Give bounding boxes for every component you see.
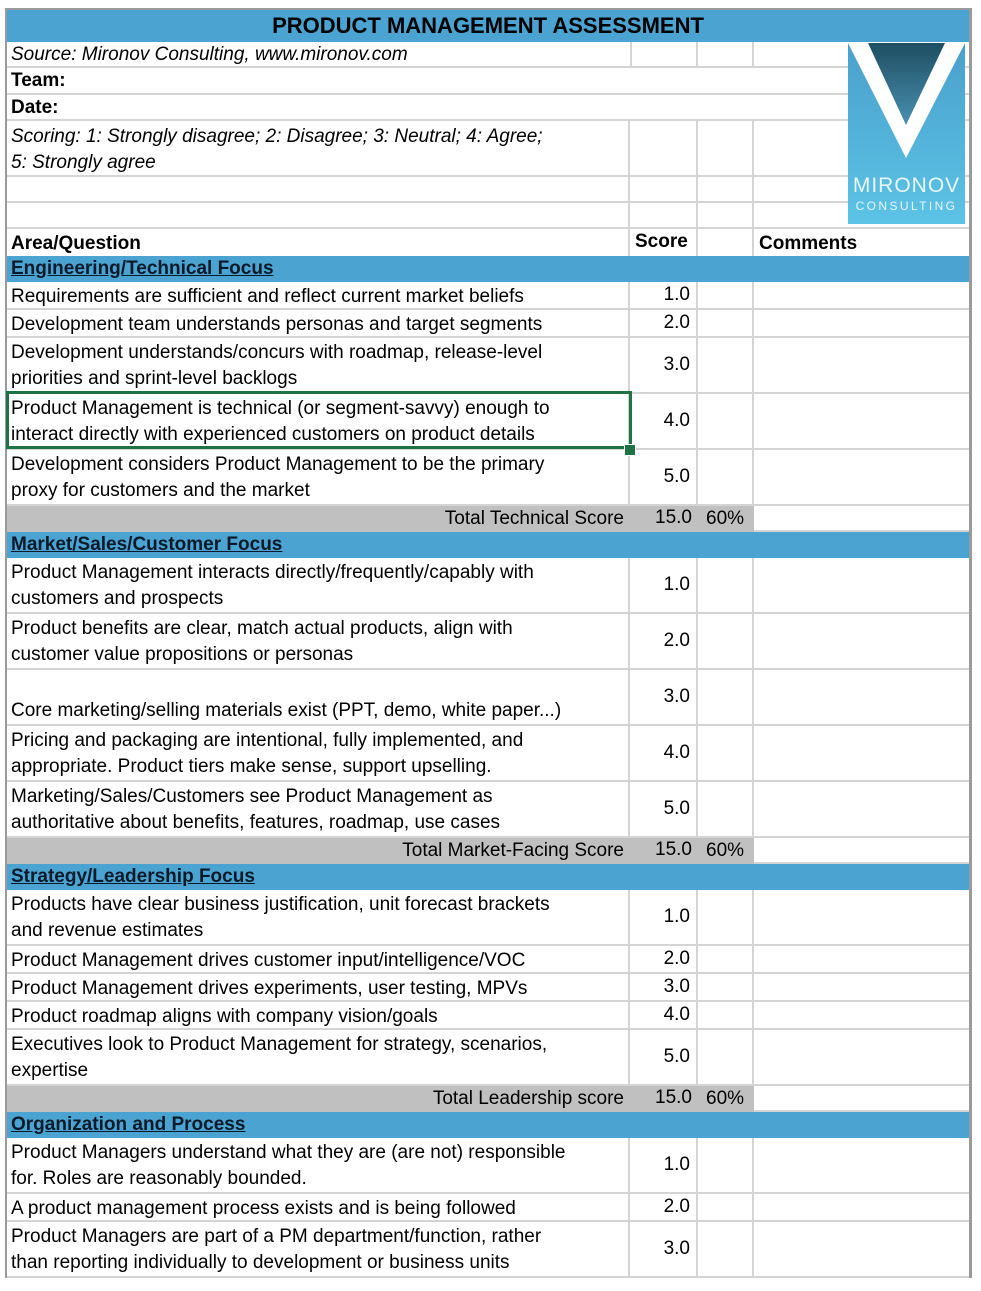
score-c-cell[interactable] — [698, 1138, 754, 1192]
total-row[interactable] — [7, 506, 969, 532]
question-row[interactable] — [7, 946, 969, 974]
score-cell[interactable] — [630, 670, 698, 724]
question-text-line: Marketing/Sales/Customers see Product Management as — [11, 786, 493, 807]
question-cell[interactable] — [7, 558, 630, 612]
total-label: Total Market-Facing Score — [402, 840, 624, 861]
comment-cell[interactable] — [754, 614, 969, 668]
score-cell[interactable] — [630, 974, 698, 1000]
comment-cell[interactable] — [754, 1194, 969, 1220]
question-text-line: for. Roles are reasonably bounded. — [11, 1168, 307, 1189]
score-value: 3.0 — [663, 354, 690, 375]
question-row[interactable] — [7, 558, 969, 614]
question-text-line: than reporting individually to development or business units — [11, 1252, 510, 1273]
score-c-cell[interactable] — [698, 782, 754, 836]
question-row[interactable] — [7, 726, 969, 782]
section-title: Market/Sales/Customer Focus — [11, 534, 283, 555]
question-text-line: customers and prospects — [11, 588, 224, 609]
question-cell[interactable] — [7, 1222, 630, 1276]
blank-c-cell[interactable] — [698, 203, 754, 227]
question-text-line: Product benefits are clear, match actual products, align with — [11, 618, 513, 639]
blank-c-cell[interactable] — [698, 177, 754, 201]
score-value: 5.0 — [663, 798, 690, 819]
title-row[interactable] — [7, 10, 969, 42]
total-value: 15.0 — [655, 507, 692, 528]
question-row[interactable] — [7, 1138, 969, 1194]
question-row[interactable] — [7, 310, 969, 338]
fill-handle[interactable] — [624, 444, 636, 456]
total-percent: 60% — [706, 508, 745, 529]
question-row[interactable] — [7, 450, 969, 506]
comment-cell[interactable] — [754, 670, 969, 724]
question-cell[interactable] — [7, 1002, 630, 1028]
question-row[interactable] — [7, 1194, 969, 1222]
blank-a-cell[interactable] — [7, 177, 630, 201]
sheet-border-right — [969, 8, 972, 1278]
question-cell[interactable] — [7, 310, 630, 336]
total-value: 15.0 — [655, 1087, 692, 1108]
total-label: Total Leadership score — [432, 1088, 624, 1109]
header-row — [7, 229, 969, 256]
question-text-line: authoritative about benefits, features, roadmap, use cases — [11, 812, 501, 833]
score-cell[interactable] — [630, 1138, 698, 1192]
question-cell[interactable] — [7, 282, 630, 308]
question-text-line: Requirements are sufficient and reflect current market beliefs — [11, 286, 524, 307]
question-cell[interactable] — [7, 782, 630, 836]
question-cell[interactable] — [7, 614, 630, 668]
question-row[interactable] — [7, 1002, 969, 1030]
score-value: 2.0 — [663, 630, 690, 651]
score-cell[interactable] — [630, 890, 698, 944]
score-cell[interactable] — [630, 1222, 698, 1276]
score-cell[interactable] — [630, 310, 698, 336]
blank-b-cell[interactable] — [630, 203, 698, 227]
question-text-line: Product Management is technical (or segment-savvy) enough to — [11, 398, 550, 419]
score-c-cell[interactable] — [698, 614, 754, 668]
question-cell[interactable] — [7, 670, 630, 724]
section-header-row[interactable] — [7, 1112, 969, 1138]
logo-brand: MIRONOV — [852, 174, 961, 197]
question-text-line: expertise — [11, 1060, 89, 1081]
comment-cell[interactable] — [754, 450, 969, 504]
total-value: 15.0 — [655, 839, 692, 860]
score-cell[interactable] — [630, 558, 698, 612]
blank-a-cell[interactable] — [7, 203, 630, 227]
score-value: 4.0 — [663, 410, 690, 431]
section-header-row[interactable] — [7, 256, 969, 282]
score-value: 5.0 — [663, 466, 690, 487]
score-value: 3.0 — [663, 686, 690, 707]
total-comment-cell[interactable] — [754, 1086, 969, 1112]
source-c-cell[interactable] — [698, 42, 754, 66]
question-text-line: Product Management drives customer input/intelligence/VOC — [11, 950, 526, 971]
score-value: 1.0 — [663, 284, 690, 305]
team-label[interactable]: Team: — [11, 70, 66, 91]
question-row[interactable] — [7, 890, 969, 946]
comment-cell[interactable] — [754, 310, 969, 336]
scoring-c-cell[interactable] — [698, 121, 754, 175]
section-header-row[interactable] — [7, 864, 969, 890]
comment-cell[interactable] — [754, 1030, 969, 1084]
score-c-cell[interactable] — [698, 1194, 754, 1220]
logo-sub: CONSULTING — [855, 199, 958, 213]
question-cell[interactable] — [7, 1138, 630, 1192]
question-cell[interactable] — [7, 338, 630, 392]
score-c-cell[interactable] — [698, 558, 754, 612]
question-text-line: Development team understands personas and target segments — [11, 314, 543, 335]
score-c-cell[interactable] — [698, 1002, 754, 1028]
question-row[interactable] — [7, 394, 969, 450]
question-row[interactable] — [7, 614, 969, 670]
question-text-line: Product Managers are part of a PM department/function, rather — [11, 1226, 542, 1247]
score-cell[interactable] — [630, 946, 698, 972]
score-cell[interactable] — [630, 726, 698, 780]
score-cell[interactable] — [630, 782, 698, 836]
score-cell[interactable] — [630, 450, 698, 504]
score-c-cell[interactable] — [698, 890, 754, 944]
comment-cell[interactable] — [754, 946, 969, 972]
comment-cell[interactable] — [754, 558, 969, 612]
question-text-line: Development considers Product Management to be the primary — [11, 454, 545, 475]
score-value: 3.0 — [663, 976, 690, 997]
comment-cell[interactable] — [754, 1002, 969, 1028]
comment-cell[interactable] — [754, 782, 969, 836]
section-title: Engineering/Technical Focus — [11, 258, 274, 279]
score-value: 3.0 — [663, 1238, 690, 1259]
question-text-line: Core marketing/selling materials exist (PPT, demo, white paper...) — [11, 700, 562, 721]
comment-cell[interactable] — [754, 282, 969, 308]
source-row[interactable] — [7, 42, 969, 68]
question-text-line: Product Management drives experiments, user testing, MPVs — [11, 978, 528, 999]
scoring-b-cell[interactable] — [630, 121, 698, 175]
question-text-line: Products have clear business justification, unit forecast brackets — [11, 894, 550, 915]
question-row[interactable] — [7, 670, 969, 726]
score-value: 1.0 — [663, 574, 690, 595]
question-text-line: Executives look to Product Management for strategy, scenarios, — [11, 1034, 548, 1055]
score-c-cell[interactable] — [698, 282, 754, 308]
question-text-line: appropriate. Product tiers make sense, support upselling. — [11, 756, 492, 777]
question-text-line: Development understands/concurs with roadmap, release-level — [11, 342, 543, 363]
source-score-cell[interactable] — [630, 42, 698, 66]
question-row[interactable] — [7, 1030, 969, 1086]
score-c-cell[interactable] — [698, 338, 754, 392]
scoring-row[interactable] — [7, 121, 969, 177]
comment-cell[interactable] — [754, 338, 969, 392]
score-c-cell[interactable] — [698, 946, 754, 972]
score-value: 2.0 — [663, 1196, 690, 1217]
section-title: Strategy/Leadership Focus — [11, 866, 255, 887]
question-text-line: priorities and sprint-level backlogs — [11, 368, 298, 389]
comment-cell[interactable] — [754, 1138, 969, 1192]
blank-b-cell[interactable] — [630, 177, 698, 201]
source-cell[interactable]: Source: Mironov Consulting, www.mironov.com — [11, 44, 408, 65]
question-cell[interactable] — [7, 1030, 630, 1084]
score-value: 4.0 — [663, 1004, 690, 1025]
total-comment-cell[interactable] — [754, 838, 969, 864]
question-text-line: Product roadmap aligns with company vision/goals — [11, 1006, 438, 1027]
score-cell[interactable] — [630, 614, 698, 668]
question-cell[interactable] — [7, 1194, 630, 1220]
score-cell[interactable] — [630, 1030, 698, 1084]
score-cell[interactable] — [630, 282, 698, 308]
question-text-line: Pricing and packaging are intentional, fully implemented, and — [11, 730, 524, 751]
question-row[interactable] — [7, 1222, 969, 1278]
question-text-line: and revenue estimates — [11, 920, 204, 941]
score-value: 5.0 — [663, 1046, 690, 1067]
question-row[interactable] — [7, 282, 969, 310]
blank-row[interactable] — [7, 177, 969, 203]
score-value: 2.0 — [663, 948, 690, 969]
score-c-cell[interactable] — [698, 394, 754, 448]
score-c-cell[interactable] — [698, 1030, 754, 1084]
score-cell[interactable] — [630, 1002, 698, 1028]
sheet-title: PRODUCT MANAGEMENT ASSESSMENT — [272, 13, 704, 38]
comment-cell[interactable] — [754, 726, 969, 780]
score-cell[interactable] — [630, 1194, 698, 1220]
question-row[interactable] — [7, 782, 969, 838]
mironov-logo — [848, 43, 965, 224]
score-value: 2.0 — [663, 312, 690, 333]
question-cell[interactable] — [7, 726, 630, 780]
question-text-line: Product Managers understand what they are (are not) responsible — [11, 1142, 566, 1163]
score-value: 4.0 — [663, 742, 690, 763]
score-c-cell[interactable] — [698, 1222, 754, 1276]
question-text-line — [11, 672, 624, 698]
header-area: Area/Question — [7, 229, 630, 256]
question-text-line: customer value propositions or personas — [11, 644, 354, 665]
comment-cell[interactable] — [754, 974, 969, 1000]
total-percent: 60% — [706, 840, 745, 861]
question-cell[interactable] — [7, 394, 630, 448]
comment-cell[interactable] — [754, 394, 969, 448]
team-row[interactable] — [7, 68, 969, 95]
scoring-line-1: Scoring: 1: Strongly disagree; 2: Disagree; 3: Neutral; 4: Agree; — [11, 126, 543, 147]
header-c — [698, 229, 754, 256]
total-row[interactable] — [7, 1086, 969, 1112]
total-comment-cell[interactable] — [754, 506, 969, 532]
total-percent: 60% — [706, 1088, 745, 1109]
question-cell[interactable] — [7, 450, 630, 504]
comment-cell[interactable] — [754, 1222, 969, 1276]
scoring-line-2: 5: Strongly agree — [11, 152, 156, 173]
score-c-cell[interactable] — [698, 310, 754, 336]
question-cell[interactable] — [7, 890, 630, 944]
score-c-cell[interactable] — [698, 450, 754, 504]
score-c-cell[interactable] — [698, 974, 754, 1000]
question-text-line: proxy for customers and the market — [11, 480, 310, 501]
question-cell[interactable] — [7, 946, 630, 972]
question-row[interactable] — [7, 338, 969, 394]
score-value: 1.0 — [663, 1154, 690, 1175]
section-title: Organization and Process — [11, 1114, 246, 1135]
question-text-line: A product management process exists and is being followed — [11, 1198, 516, 1219]
question-row[interactable] — [7, 974, 969, 1002]
score-cell[interactable] — [630, 394, 698, 448]
score-cell[interactable] — [630, 338, 698, 392]
question-text-line: interact directly with experienced customers on product details — [11, 424, 535, 445]
date-label[interactable]: Date: — [11, 97, 59, 118]
scoring-cell[interactable] — [7, 121, 630, 175]
score-value: 1.0 — [663, 906, 690, 927]
total-label: Total Technical Score — [444, 508, 624, 529]
header-comments: Comments — [759, 233, 858, 254]
total-row[interactable] — [7, 838, 969, 864]
date-row[interactable] — [7, 95, 969, 121]
question-cell[interactable] — [7, 974, 630, 1000]
header-score: Score — [630, 229, 698, 256]
score-c-cell[interactable] — [698, 670, 754, 724]
question-text-line: Product Management interacts directly/frequently/capably with — [11, 562, 534, 583]
section-header-row[interactable] — [7, 532, 969, 558]
comment-cell[interactable] — [754, 890, 969, 944]
score-c-cell[interactable] — [698, 726, 754, 780]
blank-row[interactable] — [7, 203, 969, 229]
